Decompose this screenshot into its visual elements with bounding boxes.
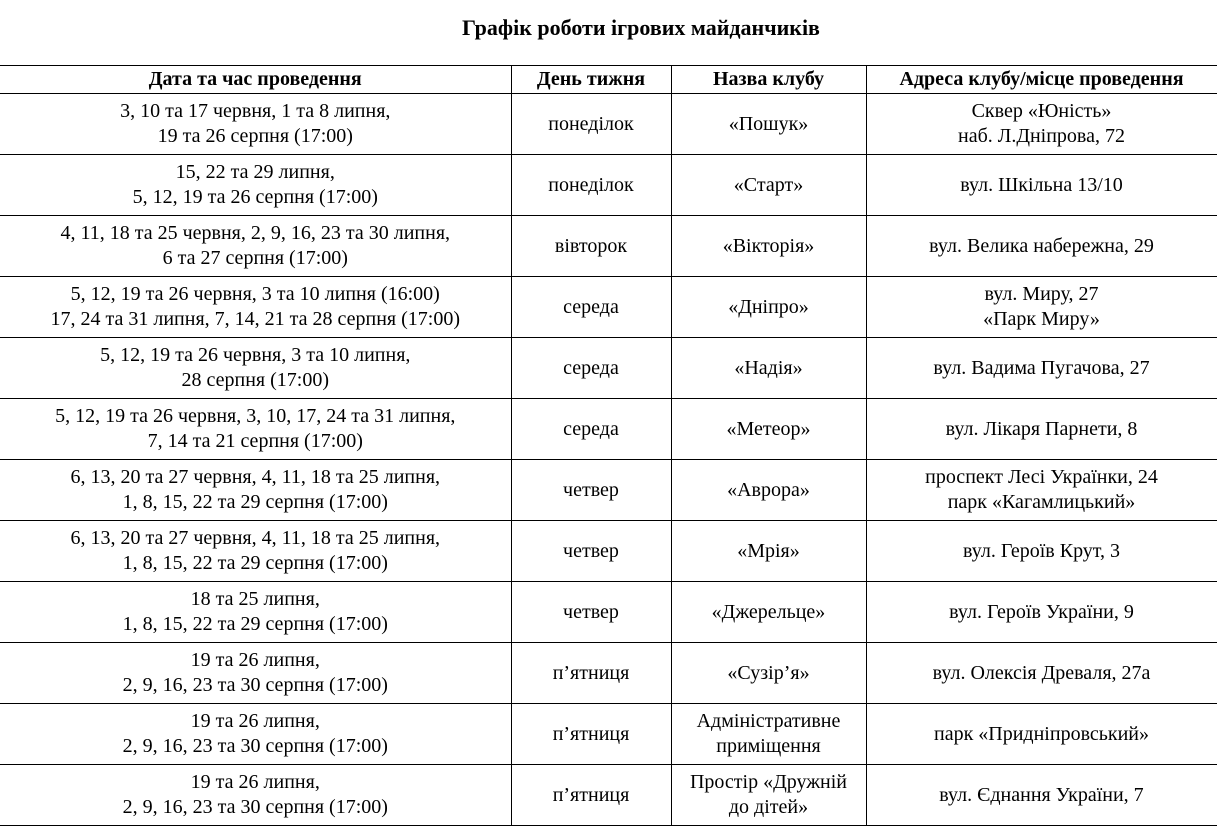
club-line-1: «Джерельце» <box>711 600 826 623</box>
day-cell: середа <box>511 338 671 399</box>
address-cell <box>866 704 1217 765</box>
day-cell: п’ятниця <box>511 765 671 826</box>
address-cell <box>866 582 1217 643</box>
day-cell: четвер <box>511 521 671 582</box>
address-cell <box>866 460 1217 521</box>
address-cell <box>866 277 1217 338</box>
dates-line-2: 1, 8, 15, 22 та 29 серпня (17:00) <box>122 552 388 574</box>
day-cell: понеділок <box>511 94 671 155</box>
day-cell: середа <box>511 399 671 460</box>
address-line-1: вул. Миру, 27 <box>984 283 1099 305</box>
dates-line-2: 7, 14 та 21 серпня (17:00) <box>147 430 363 452</box>
day-cell: четвер <box>511 582 671 643</box>
address-line-1: парк «Придніпровський» <box>933 722 1150 745</box>
table-row <box>0 216 1217 277</box>
club-line-1: «Вікторія» <box>722 234 815 257</box>
dates-line-1: 19 та 26 липня, <box>190 771 320 793</box>
schedule-table <box>0 65 1217 826</box>
table-row <box>0 582 1217 643</box>
dates-line-2: 6 та 27 серпня (17:00) <box>162 247 348 269</box>
address-line-1: вул. Велика набережна, 29 <box>929 234 1154 257</box>
day-cell: понеділок <box>511 155 671 216</box>
dates-line-1: 4, 11, 18 та 25 червня, 2, 9, 16, 23 та 30 липня, <box>60 222 451 244</box>
dates-cell <box>0 460 511 521</box>
address-line-1: вул. Героїв України, 9 <box>949 600 1134 623</box>
club-cell <box>671 460 866 521</box>
address-cell <box>866 94 1217 155</box>
dates-line-2: 17, 24 та 31 липня, 7, 14, 21 та 28 серпня (17:00) <box>50 308 460 330</box>
address-line-1: вул. Олексія Древаля, 27а <box>932 661 1151 684</box>
address-cell <box>866 521 1217 582</box>
column-header-dates: Дата та час проведення <box>0 66 511 94</box>
club-cell <box>671 521 866 582</box>
dates-cell <box>0 582 511 643</box>
dates-line-1: 5, 12, 19 та 26 червня, 3 та 10 липня, <box>100 344 411 366</box>
club-line-1: «Дніпро» <box>728 295 809 318</box>
club-cell <box>671 155 866 216</box>
day-cell: п’ятниця <box>511 643 671 704</box>
club-line-1: «Сузір’я» <box>727 661 810 684</box>
column-header-address: Адреса клубу/місце проведення <box>866 66 1217 94</box>
dates-line-1: 19 та 26 липня, <box>190 649 320 671</box>
page-title: Графік роботи ігрових майданчиків <box>462 15 820 40</box>
dates-line-2: 5, 12, 19 та 26 серпня (17:00) <box>132 186 378 208</box>
table-header-row <box>0 66 1217 94</box>
club-line-2: до дітей» <box>728 796 809 818</box>
dates-line-1: 15, 22 та 29 липня, <box>175 161 335 183</box>
club-cell <box>671 338 866 399</box>
club-cell <box>671 582 866 643</box>
day-cell: четвер <box>511 460 671 521</box>
dates-line-1: 6, 13, 20 та 27 червня, 4, 11, 18 та 25 липня, <box>70 466 441 488</box>
club-line-1: «Старт» <box>733 173 804 196</box>
club-cell <box>671 94 866 155</box>
table-row <box>0 460 1217 521</box>
club-line-2: приміщення <box>716 735 821 757</box>
club-line-1: «Надія» <box>734 356 803 379</box>
table-row <box>0 521 1217 582</box>
address-cell <box>866 216 1217 277</box>
dates-line-2: 2, 9, 16, 23 та 30 серпня (17:00) <box>122 674 388 696</box>
dates-cell <box>0 155 511 216</box>
dates-line-1: 19 та 26 липня, <box>190 710 320 732</box>
address-line-2: «Парк Миру» <box>983 308 1100 330</box>
table-row <box>0 94 1217 155</box>
dates-line-2: 19 та 26 серпня (17:00) <box>157 125 353 147</box>
address-line-2: наб. Л.Дніпрова, 72 <box>958 125 1125 147</box>
dates-cell <box>0 399 511 460</box>
table-row <box>0 155 1217 216</box>
address-cell <box>866 643 1217 704</box>
dates-line-1: 5, 12, 19 та 26 червня, 3 та 10 липня (16:00) <box>70 283 440 305</box>
dates-cell <box>0 216 511 277</box>
address-line-1: вул. Лікаря Парнети, 8 <box>945 417 1138 440</box>
dates-cell <box>0 704 511 765</box>
address-line-1: Сквер «Юність» <box>971 100 1112 122</box>
table-row <box>0 643 1217 704</box>
dates-line-1: 3, 10 та 17 червня, 1 та 8 липня, <box>120 100 391 122</box>
club-line-1: «Мрія» <box>737 539 800 562</box>
day-cell: п’ятниця <box>511 704 671 765</box>
club-line-1: «Метеор» <box>726 417 811 440</box>
dates-cell <box>0 277 511 338</box>
address-line-1: проспект Лесі Українки, 24 <box>925 466 1158 488</box>
address-cell <box>866 155 1217 216</box>
address-line-1: вул. Шкільна 13/10 <box>960 173 1123 196</box>
dates-cell <box>0 338 511 399</box>
address-line-2: парк «Кагамлицький» <box>947 491 1136 513</box>
club-cell <box>671 643 866 704</box>
dates-cell <box>0 521 511 582</box>
dates-line-2: 2, 9, 16, 23 та 30 серпня (17:00) <box>122 796 388 818</box>
club-cell <box>671 704 866 765</box>
day-cell: вівторок <box>511 216 671 277</box>
club-cell <box>671 765 866 826</box>
club-cell <box>671 277 866 338</box>
club-cell <box>671 399 866 460</box>
dates-line-1: 6, 13, 20 та 27 червня, 4, 11, 18 та 25 липня, <box>70 527 441 549</box>
dates-cell <box>0 94 511 155</box>
table-row <box>0 765 1217 826</box>
address-line-1: вул. Вадима Пугачова, 27 <box>933 356 1150 379</box>
column-header-day: День тижня <box>511 66 671 94</box>
table-row <box>0 399 1217 460</box>
dates-line-1: 5, 12, 19 та 26 червня, 3, 10, 17, 24 та 31 липня, <box>55 405 456 427</box>
address-cell <box>866 399 1217 460</box>
table-row <box>0 704 1217 765</box>
dates-line-1: 18 та 25 липня, <box>190 588 320 610</box>
club-line-1: «Пошук» <box>728 112 809 135</box>
dates-cell <box>0 765 511 826</box>
table-row <box>0 338 1217 399</box>
address-line-1: вул. Героїв Крут, 3 <box>962 539 1121 562</box>
dates-line-2: 28 серпня (17:00) <box>181 369 329 391</box>
address-cell <box>866 338 1217 399</box>
club-cell <box>671 216 866 277</box>
dates-line-2: 2, 9, 16, 23 та 30 серпня (17:00) <box>122 735 388 757</box>
address-cell <box>866 765 1217 826</box>
club-line-1: Адміністративне <box>696 710 841 732</box>
dates-line-2: 1, 8, 15, 22 та 29 серпня (17:00) <box>122 613 388 635</box>
column-header-club: Назва клубу <box>671 66 866 94</box>
table-row <box>0 277 1217 338</box>
address-line-1: вул. Єднання України, 7 <box>939 783 1144 806</box>
club-line-1: «Аврора» <box>727 478 810 501</box>
dates-line-2: 1, 8, 15, 22 та 29 серпня (17:00) <box>122 491 388 513</box>
dates-cell <box>0 643 511 704</box>
day-cell: середа <box>511 277 671 338</box>
club-line-1: Простір «Дружній <box>689 771 847 793</box>
